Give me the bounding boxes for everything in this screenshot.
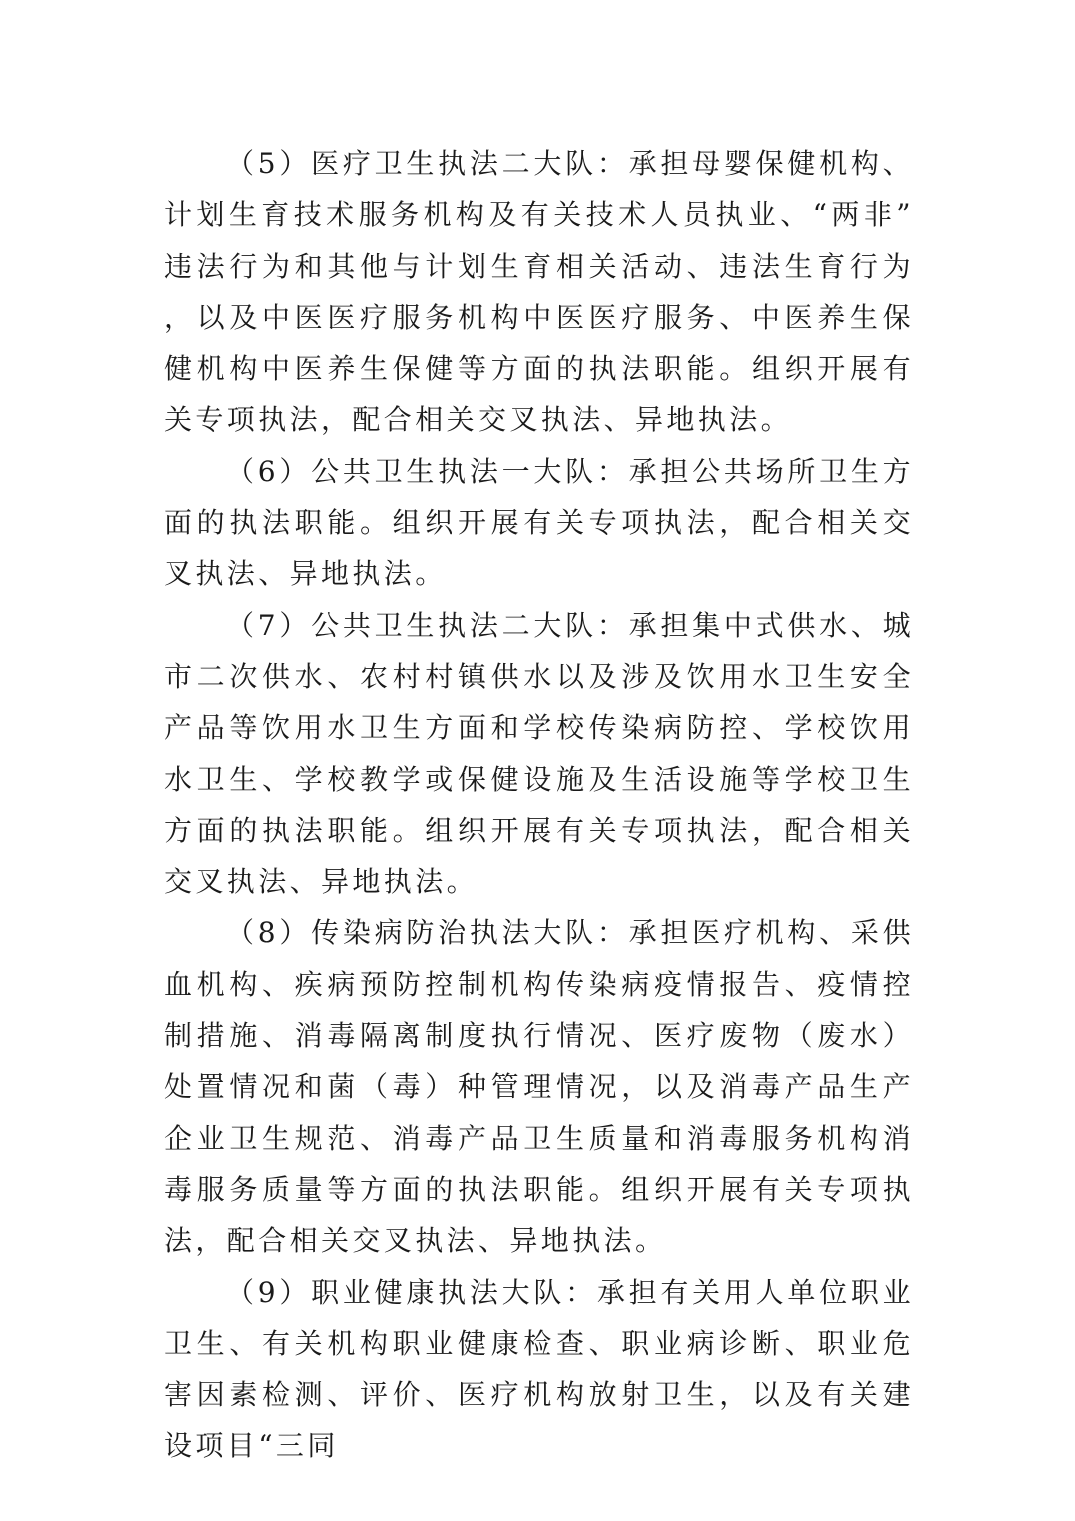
paragraph-item-9: （9）职业健康执法大队：承担有关用人单位职业卫生、有关机构职业健康检查、职业病诊断、职业危害因素检测、评价、医疗机构放射卫生，以及有关建设项目“三同: [164, 1275, 914, 1463]
document-body: [164, 138, 914, 1472]
paragraph-item-5: （5）医疗卫生执法二大队：承担母婴保健机构、计划生育技术服务机构及有关技术人员执业、“两非”违法行为和其他与计划生育相关活动、违法生育行为，以及中医医疗服务机构中医医疗服务、中医养生保健机构中医养生保健等方面的执法职能。组织开展有关专项执法，配合相关交叉执法、异地执法。: [164, 147, 914, 437]
paragraph-item-8: （8）传染病防治执法大队：承担医疗机构、采供血机构、疾病预防控制机构传染病疫情报告、疫情控制措施、消毒隔离制度执行情况、医疗废物（废水）处置情况和菌（毒）种管理情况，以及消毒产品生产企业卫生规范、消毒产品卫生质量和消毒服务机构消毒服务质量等方面的执法职能。组织开展有关专项执法，配合相关交叉执法、异地执法。: [164, 916, 914, 1258]
paragraph-item-7: （7）公共卫生执法二大队：承担集中式供水、城市二次供水、农村村镇供水以及涉及饮用水卫生安全产品等饮用水卫生方面和学校传染病防控、学校饮用水卫生、学校教学或保健设施及生活设施等学校卫生方面的执法职能。组织开展有关专项执法，配合相关交叉执法、异地执法。: [164, 608, 914, 899]
paragraph-item-6: （6）公共卫生执法一大队：承担公共场所卫生方面的执法职能。组织开展有关专项执法，配合相关交叉执法、异地执法。: [164, 454, 914, 591]
